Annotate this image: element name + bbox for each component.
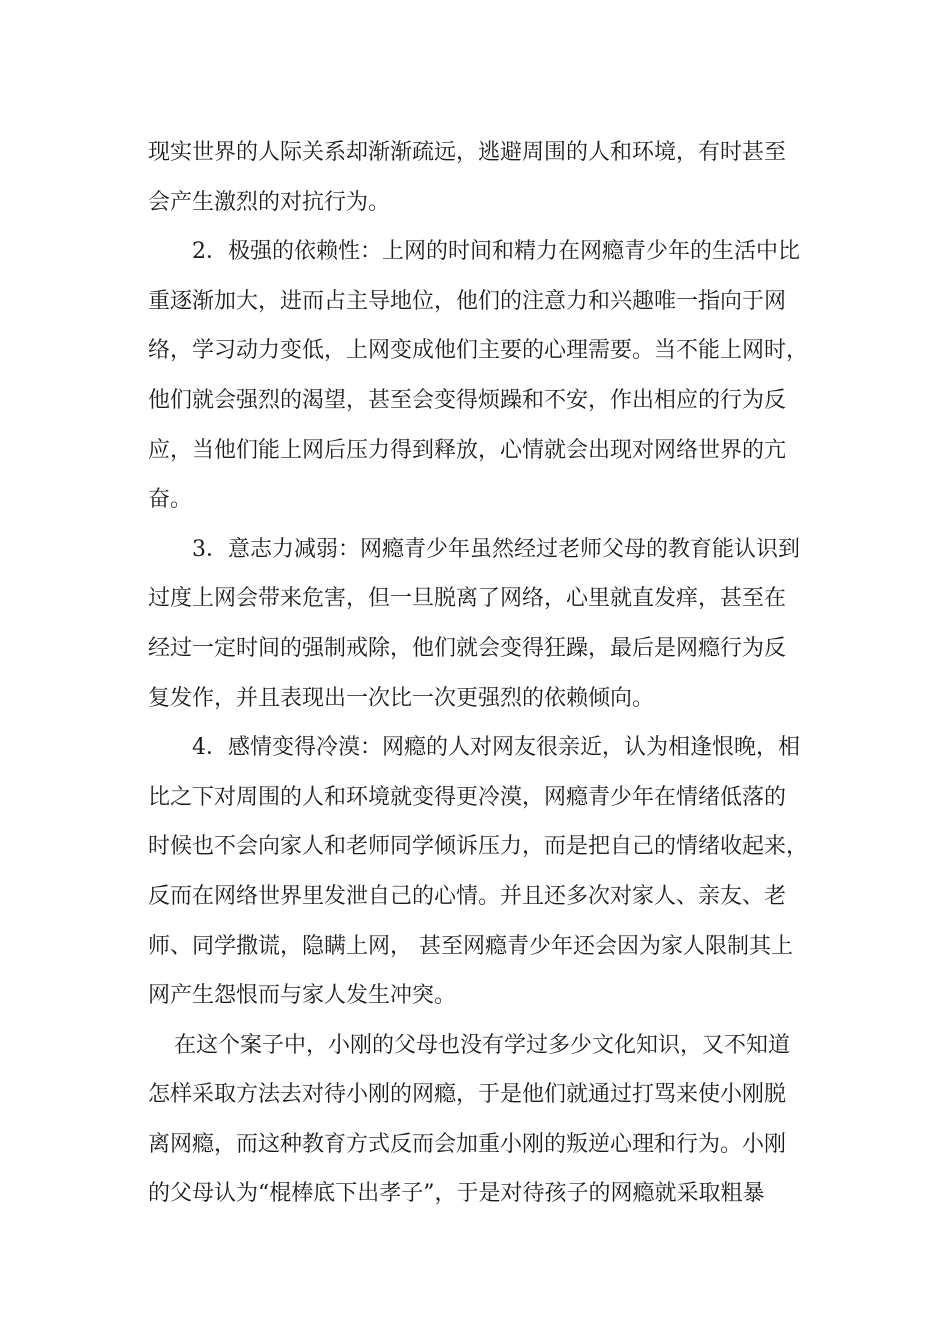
text-line: 比之下对周围的人和环境就变得更冷漠，网瘾青少年在情绪低落的 <box>148 784 787 810</box>
text-line: 络，学习动力变低，上网变成他们主要的心理需要。当不能上网时， <box>148 338 809 364</box>
document-body <box>148 128 808 1219</box>
text-line: 2．极强的依赖性：上网的时间和精力在网瘾青少年的生活中比 <box>192 239 800 265</box>
text-line: 在这个案子中，小刚的父母也没有学过多少文化知识，又不知道 <box>174 1032 791 1058</box>
text-line: 网产生怨恨而与家人发生冲突。 <box>148 983 457 1009</box>
text-line: 会产生激烈的对抗行为。 <box>148 189 391 215</box>
paragraph-intro-continued <box>148 128 808 227</box>
text-line: 奋。 <box>148 487 193 513</box>
paragraph-willpower <box>148 525 808 723</box>
text-line: 他们就会强烈的渴望，甚至会变得烦躁和不安，作出相应的行为反 <box>148 387 787 413</box>
text-line: 4．感情变得冷漠：网瘾的人对网友很亲近，认为相逢恨晚，相 <box>192 735 800 761</box>
paragraph-emotion <box>148 723 808 1021</box>
text-line: 经过一定时间的强制戒除，他们就会变得狂躁，最后是网瘾行为反 <box>148 635 787 661</box>
paragraph-case <box>148 1021 808 1219</box>
text-line: 反而在网络世界里发泄自己的心情。并且还多次对家人、亲友、老 <box>148 883 787 909</box>
text-line: 离网瘾，而这种教育方式反而会加重小刚的叛逆心理和行为。小刚 <box>148 1131 787 1157</box>
text-line: 复发作，并且表现出一次比一次更强烈的依赖倾向。 <box>148 685 655 711</box>
text-line: 重逐渐加大，进而占主导地位，他们的注意力和兴趣唯一指向于网 <box>148 288 787 314</box>
text-line: 3．意志力减弱：网瘾青少年虽然经过老师父母的教育能认识到 <box>192 536 800 562</box>
text-line: 应，当他们能上网后压力得到释放，心情就会出现对网络世界的亢 <box>148 437 787 463</box>
paragraph-dependence <box>148 227 808 525</box>
text-line: 师、同学撒谎，隐瞒上网， 甚至网瘾青少年还会因为家人限制其上 <box>148 933 793 959</box>
text-line: 现实世界的人际关系却渐渐疏远，逃避周围的人和环境，有时甚至 <box>148 140 787 165</box>
text-line: 的父母认为“棍棒底下出孝子”，于是对待孩子的网瘾就采取粗暴 <box>148 1181 765 1207</box>
text-line: 时候也不会向家人和老师同学倾诉压力，而是把自己的情绪收起来， <box>148 834 809 860</box>
text-line: 过度上网会带来危害，但一旦脱离了网络，心里就直发痒，甚至在 <box>148 586 787 612</box>
text-line: 怎样采取方法去对待小刚的网瘾，于是他们就通过打骂来使小刚脱 <box>148 1082 787 1108</box>
